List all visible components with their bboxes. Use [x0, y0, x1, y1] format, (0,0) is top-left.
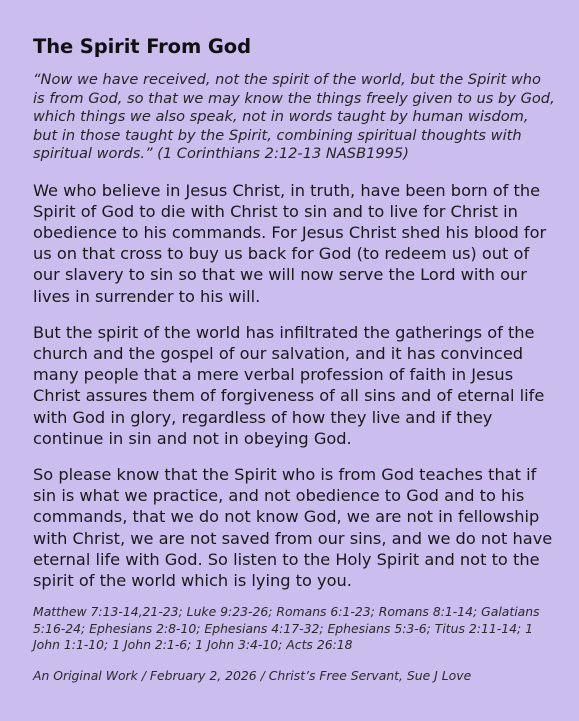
author-footer: An Original Work / February 2, 2026 / Christ’s Free Servant, Sue J Love: [33, 667, 472, 683]
scripture-references: Matthew 7:13-14,21-23; Luke 9:23-26; Romans 6:1-23; Romans 8:1-14; Galatians 5:16-24; Ephesians 2:8-10; Ephesians 4:17-32; Ephesians 5:3-6; Titus 2:11-14; 1 John 1:1-10; 1 John 2:1-6; 1 John 3:4-10; Acts 26:18: [33, 604, 540, 653]
body-paragraph-1: We who believe in Jesus Christ, in truth, have been born of the Spirit of God to die with Christ to sin and to live for Christ in obedience to his commands. For Jesus Christ shed his blood for us on that cross to buy us back for God (to redeem us) out of our slavery to sin so that we will now serve the Lord with our lives in surrender to his will.: [33, 180, 547, 306]
body-paragraph-2: But the spirit of the world has infiltrated the gatherings of the church and the gospel of our salvation, and it has convinced many people that a mere verbal profession of faith in Jesus Christ assures them of forgiveness of all sins and of eternal life with God in glory, regardless of how they live and if they continue in sin and not in obeying God.: [33, 322, 545, 448]
scripture-quote: “Now we have received, not the spirit of the world, but the Spirit who is from God, so that we may know the things freely given to us by God, which things we also speak, not in words taught by human wisdom, but in those taught by the Spirit, combining spiritual thoughts with spiritual words.” (1 Corinthians 2:12-13 NASB1995): [33, 71, 555, 162]
body-paragraph-3: So please know that the Spirit who is from God teaches that if sin is what we practice, and not obedience to God and to his commands, that we do not know God, we are not in fellowship with Christ, we are not saved from our sins, and we do not have eternal life with God. So listen to the Holy Spirit and not to the spirit of the world which is lying to you.: [33, 464, 553, 590]
article-title: The Spirit From God: [33, 35, 251, 58]
